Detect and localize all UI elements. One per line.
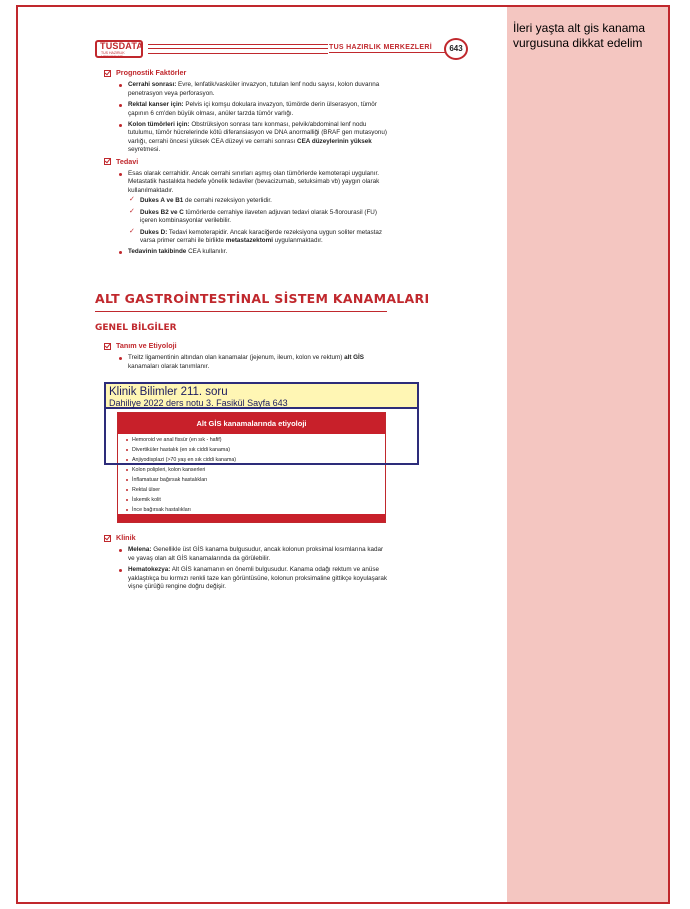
clinic-list [104, 546, 388, 591]
definition-section [104, 340, 388, 374]
list-item: Rektal kanser için: Pelvis içi komşu dokulara invazyon, tümörde derin ülserasyon, tümör çapının 6 cm'den büyük olması, anüler tarzda tümör varlığı. [128, 101, 388, 118]
tusdata-logo [95, 38, 147, 60]
section-rule [95, 311, 387, 312]
note-subtitle: Dahiliye 2022 ders notu 3. Fasikül Sayfa 643 [109, 398, 288, 408]
etiology-item: Hemoroid ve anal fissür (en sık - hafif) [132, 435, 385, 445]
check-item: ✓ Dukes D: Tedavi kemoterapidir. Ancak karaciğerde rezeksiyona uygun soliter metastaz varsa primer cerrahi ile birlikte metastazektomi uygulanmaktadır. [140, 229, 388, 246]
page-number: 643 [444, 38, 468, 60]
general-title: GENEL BİLGİLER [95, 323, 177, 333]
checkbox-icon [104, 535, 111, 542]
prognostic-heading: Prognostik Faktörler [104, 69, 388, 77]
header-rule [329, 52, 447, 53]
list-item: Esas olarak cerrahidir. Ancak cerrahi sınırları aşmış olan tümörlerde kemoterapi uygulanır. Metastatik hastalıkta hedefe yönelik tedaviler (bevacizumab, setuksimab vb) yaygın olarak kullanılmaktadır. ✓ Dukes A ve B1 de cerrahi rezeksiyon yeterlidir. ✓ Dukes B2 ve C tümörlerde cerrahiye ilaveten adjuvan tedavi olarak 5-florourasil (FU) içeren kombinasyonlar verilebilir. ✓ Dukes D: Tedavi kemoterapidir. Ancak karaciğerde rezeksiyona uygun soliter metastaz varsa primer cerrahi ile birlikte metastazektomi uygulanmaktadır. [128, 170, 388, 245]
clinic-section [104, 532, 388, 594]
checkbox-icon [104, 158, 111, 165]
logo-subtext: TUS HAZIRLIK MERKEZLERİ [101, 51, 125, 59]
list-item: Melena: Genellikle üst GİS kanama bulgusudur, ancak kolonun proksimal kısımlarına kadar ve yavaş olan alt GİS kanamalarında da görülebilir. [128, 546, 388, 563]
section-title: ALT GASTROİNTESTİNAL SİSTEM KANAMALARI [95, 291, 430, 306]
etiology-table-footer [118, 514, 385, 522]
definition-heading: Tanım ve Etiyoloji [104, 342, 388, 350]
page-content-top [104, 67, 388, 260]
treatment-heading: Tedavi [104, 158, 388, 166]
side-panel [507, 7, 668, 902]
dukes-sublist [128, 197, 388, 245]
check-item: ✓ Dukes B2 ve C tümörlerde cerrahiye ilaveten adjuvan tedavi olarak 5-florourasil (FU) içeren kombinasyonlar verilebilir. [140, 209, 388, 226]
list-item: Cerrahi sonrası: Evre, lenfatik/vasküler invazyon, tutulan lenf nodu sayısı, kolon duvarına penetrasyon veya perforasyon. [128, 81, 388, 98]
clinic-heading: Klinik [104, 534, 388, 542]
note-title: Klinik Bilimler 211. soru [109, 386, 228, 398]
logo-text: TUSDATA [100, 41, 144, 51]
list-item: Kolon tümörleri için: Obstrüksiyon sonrası tanı konması, pelvik/abdominal lenf nodu tutulumu, tümör hücrelerinde kötü diferansiasyon ve DNA anormalliği (BRAF gen mutasyonu) varlığı, cerrahi öncesi yüksek CEA düzeyi ve cerrahi sonrası CEA düzeylerinin yüksek seyretmesi. [128, 121, 387, 154]
list-item: Hematokezya: Alt GİS kanamanın en önemli bulgusudur. Kanama odağı rektum ve anüse yaklaştıkça bu kırmızı renkli taze kan görüntüsüne, kolonun proksimaline gittikçe koyulaşarak vişne çürüğü rengine doğru değişir. [128, 566, 387, 591]
header-decor-lines [148, 44, 328, 54]
etiology-item: Divertiküler hastalık (en sık ciddi kanama) [132, 445, 385, 455]
question-note [104, 382, 419, 409]
check-item: ✓ Dukes A ve B1 de cerrahi rezeksiyon yeterlidir. [140, 197, 388, 205]
checkbox-icon [104, 343, 111, 350]
header-title: TUS HAZIRLIK MERKEZLERİ [329, 44, 432, 51]
definition-list [104, 354, 388, 371]
highlight-rectangle [104, 409, 419, 465]
treatment-list [104, 170, 388, 257]
etiology-item: İnflamatuar bağırsak hastalıkları [132, 475, 385, 485]
list-item: Treitz ligamentinin altından olan kanamalar (jejenum, ileum, kolon ve rektum) alt GİS kanamaları olarak tanımlanır. [128, 354, 388, 371]
prognostic-list [104, 81, 388, 154]
side-note: İleri yaşta alt gis kanama vurgusuna dikkat edelim [513, 21, 646, 50]
etiology-item: Rektal ülser [132, 485, 385, 495]
etiology-item: Anjiyodisplazi (>70 yaş en sık ciddi kanama) [132, 455, 385, 465]
etiology-item: İnce bağırsak hastalıkları [132, 505, 385, 515]
checkbox-icon [104, 70, 111, 77]
list-item: Tedavinin takibinde CEA kullanılır. [128, 248, 388, 256]
etiology-item: Kolon polipleri, kolon kanserleri [132, 465, 385, 475]
etiology-table-title: Alt GİS kanamalarında etiyoloji [118, 413, 385, 434]
etiology-item: İskemik kolit [132, 495, 385, 505]
